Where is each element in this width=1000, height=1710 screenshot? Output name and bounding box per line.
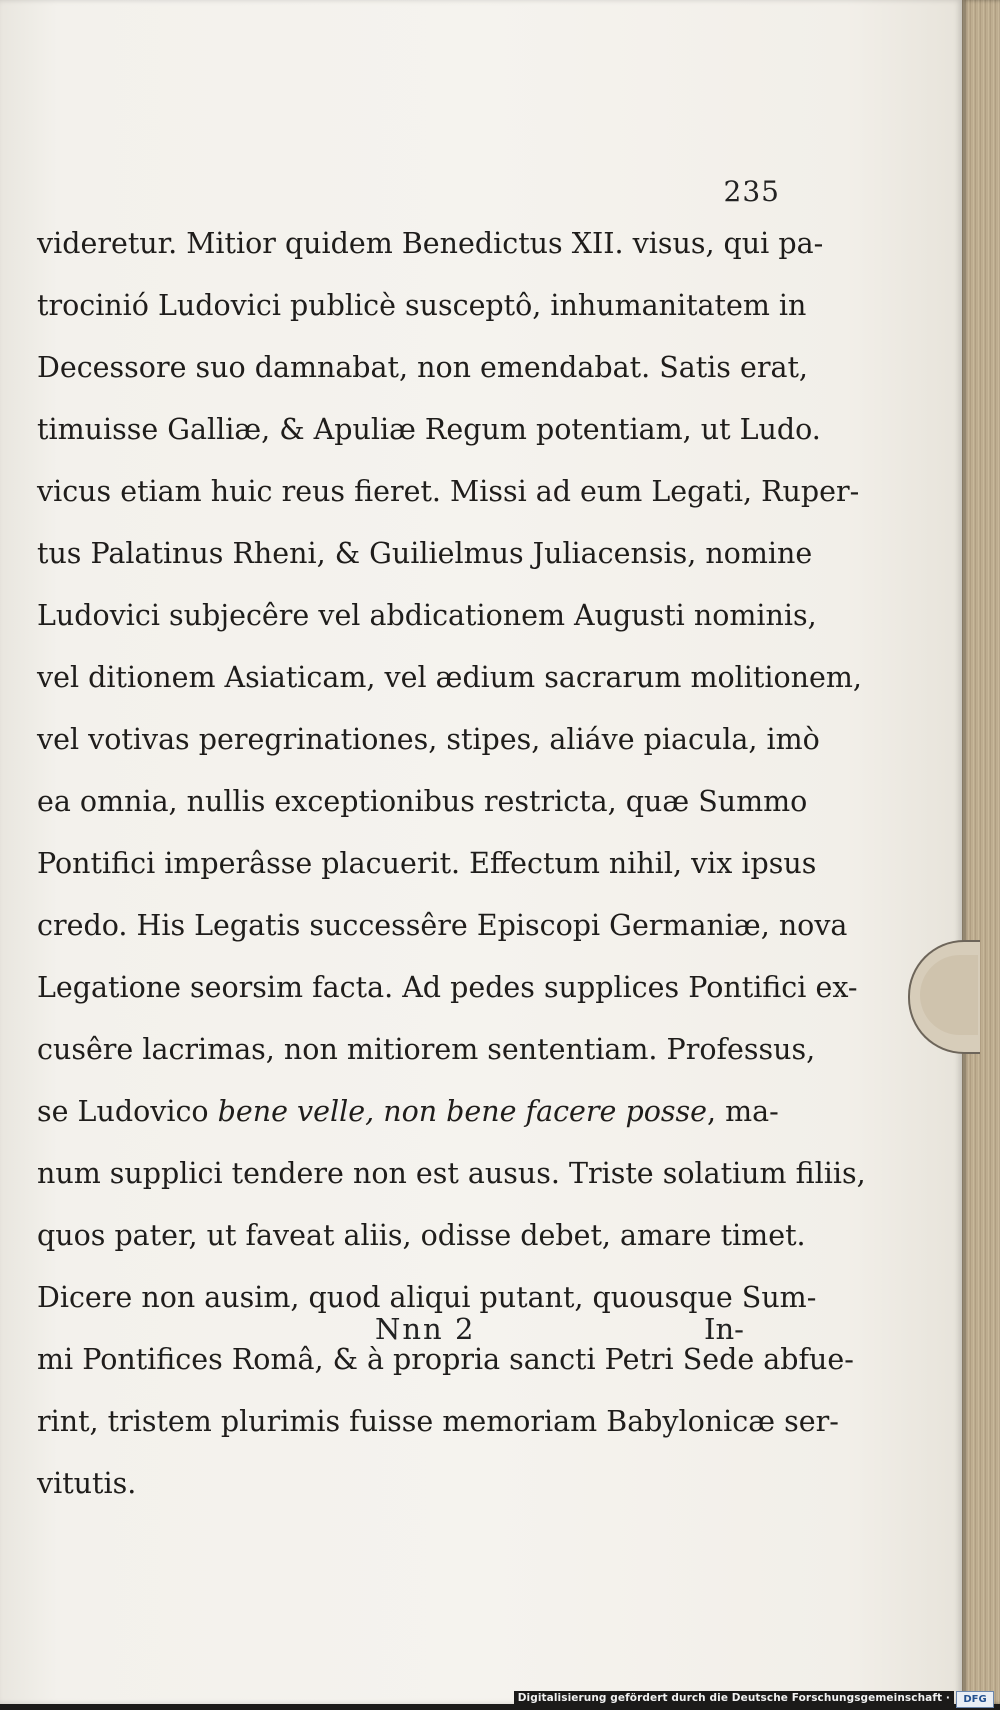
text-line: mi Pontifices Româ, & à propria sancti Petri Sede abfue- (37, 1343, 854, 1376)
catchword: In- (704, 1312, 744, 1346)
text-line-italic (37, 1081, 779, 1143)
text-line: tus Palatinus Rheni, & Guilielmus Juliacensis, nomine (37, 537, 813, 570)
text-line: vicus etiam huic reus fieret. Missi ad eum Legati, Ruper- (37, 475, 860, 508)
dfg-logo: DFG (956, 1691, 994, 1708)
page-stack-edge (962, 0, 1000, 1704)
text-line: vel ditionem Asiaticam, vel ædium sacrarum molitionem, (37, 661, 862, 694)
text-line: Pontifici imperâsse placuerit. Effectum nihil, vix ipsus (37, 847, 817, 880)
text-line: trocinió Ludovici publicè susceptô, inhumanitatem in (37, 289, 807, 322)
text-line: cusêre lacrimas, non mitiorem sententiam. Professus, (37, 1033, 816, 1066)
text-line: credo. His Legatis successêre Episcopi Germaniæ, nova (37, 909, 848, 942)
italic-quote: bene velle, non bene facere posse (217, 1095, 707, 1128)
text-line-last: vitutis. (37, 1467, 137, 1500)
text-line: rint, tristem plurimis fuisse memoriam Babylonicæ ser- (37, 1405, 839, 1438)
text-line: Legatione seorsim facta. Ad pedes supplices Pontifici ex- (37, 971, 858, 1004)
text-line: videretur. Mitior quidem Benedictus XII. visus, qui pa- (37, 227, 824, 260)
text-line: quos pater, ut faveat aliis, odisse debet, amare timet. (37, 1219, 806, 1252)
text-segment: se Ludovico (37, 1095, 218, 1128)
signature-mark: Nnn 2 (375, 1312, 476, 1346)
text-line: ea omnia, nullis exceptionibus restricta, quæ Summo (37, 785, 808, 818)
text-line: num supplici tendere non est ausus. Triste solatium filiis, (37, 1157, 866, 1190)
text-line: Decessore suo damnabat, non emendabat. Satis erat, (37, 351, 808, 384)
page-number: 235 (723, 175, 780, 208)
text-segment: , ma- (706, 1095, 779, 1128)
text-line: timuisse Galliæ, & Apuliæ Regum potentiam, ut Ludo. (37, 413, 821, 446)
text-line: Dicere non ausim, quod aliqui putant, quousque Sum- (37, 1281, 817, 1314)
text-line: vel votivas peregrinationes, stipes, aliáve piacula, imò (37, 723, 820, 756)
digitization-credit: Digitalisierung gefördert durch die Deutsche Forschungsgemeinschaft · (514, 1691, 954, 1705)
text-line: Ludovici subjecêre vel abdicationem Augusti nominis, (37, 599, 817, 632)
